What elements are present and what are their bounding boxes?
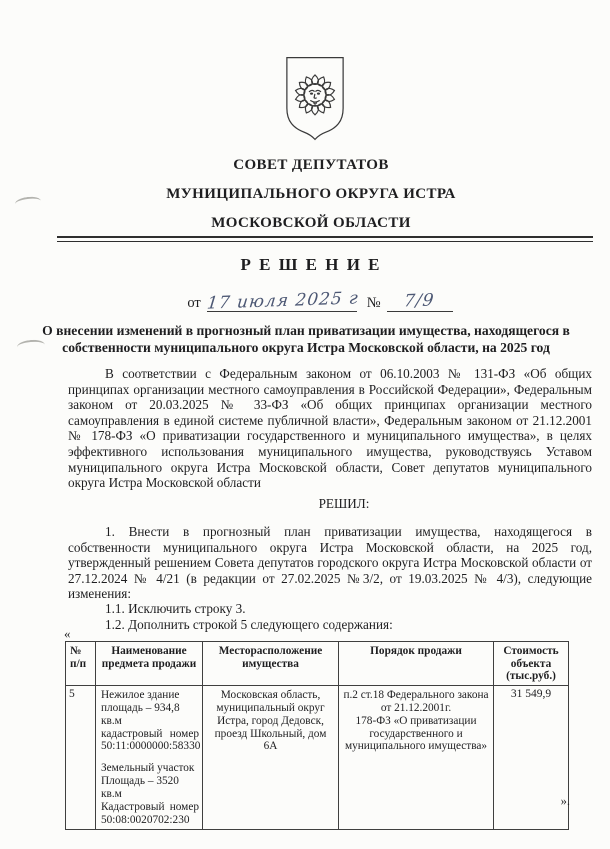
location-line: проезд Школьный, дом (214, 727, 327, 740)
close-quote-mark: ». (560, 794, 570, 808)
object2-line: Площадь – 3520 кв.м (101, 775, 179, 801)
order-line: от 21.12.2001г. (380, 701, 452, 714)
date-value-handwritten: 17 июля 2025 г (205, 288, 360, 314)
cell-sale-order (339, 685, 494, 829)
resolved-heading: РЕШИЛ: (318, 496, 370, 511)
org-name-line2: МУНИЦИПАЛЬНОГО ОКРУГА ИСТРА (166, 186, 456, 202)
col-header-num: № п/п (66, 642, 96, 686)
doc-type-heading: Р Е Ш Е Н И Е (240, 255, 382, 274)
col-header-cost: Стоимость объекта (тыс.руб.) (494, 642, 569, 686)
preamble-paragraph: В соответствии с Федеральным законом от 06.10.2003 № 131-ФЗ «Об общих принципах организации местного самоуправления в Российской Федерации», Федеральным законом от 20.03.2025 № 33-ФЗ «Об общих принципах организации местного самоуправления в единой системе публичной власти», Федеральным законом от 21.12.2001 № 178-ФЗ «О приватизации государственного и муниципального имущества», в целях эффективного использования муниципального имущества, руководствуясь Уставом муниципального округа Истра Московской области, Совет депутатов муниципального округа Истра Московской области (68, 366, 592, 491)
object-block-gap (101, 753, 199, 762)
col-header-order: Порядок продажи (339, 642, 494, 686)
object1-line: Нежилое здание (101, 688, 180, 701)
item-1-paragraph: 1. Внести в прогнозный план приватизации имущества, находящегося в собственности муниципального округа Истра Московской области, на 2025 год, утвержденный решением Совета депутатов городского округа Истра Московской области от 27.12.2024 № 4/21 (в редакции от 27.02.2025 №3/2, от 19.03.2025 № 4/3), следующие изменения: (68, 524, 592, 602)
org-name-line3: МОСКОВСКОЙ ОБЛАСТИ (211, 215, 411, 231)
item-1-2: 1.2. Дополнить строкой 5 следующего содержания: (105, 617, 393, 632)
order-line: государственного и (369, 727, 463, 740)
location-line: муниципальный округ (216, 701, 325, 714)
object1-line: кадастровый номер (101, 727, 199, 740)
number-value-handwritten: 7/9 (403, 290, 436, 312)
decision-title: О внесении изменений в прогнозный план приватизации имущества, находящегося в собственности муниципального округа Истра Московской области, на 2025 год (42, 323, 570, 355)
cell-cost: 31 549,9 (494, 685, 569, 829)
date-number-line (15, 284, 610, 312)
location-line: 6А (263, 740, 278, 753)
number-field (387, 287, 453, 312)
order-line: муниципального имущества» (344, 740, 488, 753)
col-header-name: Наименование предмета продажи (96, 642, 203, 686)
object2-line: 50:08:0020702:230 (101, 813, 190, 826)
privatization-table (65, 641, 569, 830)
cell-row-number: 5 (66, 685, 96, 829)
cell-object-name (96, 685, 203, 829)
org-name (12, 151, 610, 238)
header-divider (57, 236, 593, 242)
col-header-location: Месторасположение имущества (203, 642, 339, 686)
location-line: Московская область, (220, 688, 321, 701)
date-label: от (187, 295, 201, 311)
cell-location (203, 685, 339, 829)
istra-coat-of-arms-icon (283, 54, 347, 144)
table-header-row (66, 642, 569, 686)
object2-line: Земельный участок (101, 762, 195, 775)
object1-line: 50:11:0000000:58330 (101, 740, 201, 753)
object1-line: площадь – 934,8 кв.м (101, 701, 180, 727)
location-line: Истра, город Дедовск, (217, 714, 324, 727)
date-field (205, 287, 360, 314)
order-line: 178-ФЗ «О приватизации (355, 714, 477, 727)
org-name-line1: СОВЕТ ДЕПУТАТОВ (233, 157, 389, 173)
object2-line: Кадастровый номер (101, 801, 199, 814)
item-1-1: 1.1. Исключить строку 3. (105, 601, 246, 616)
open-quote-mark: « (64, 626, 71, 641)
number-label: № (366, 295, 381, 311)
order-line: п.2 ст.18 Федерального закона (343, 688, 489, 701)
table-row (66, 685, 569, 829)
